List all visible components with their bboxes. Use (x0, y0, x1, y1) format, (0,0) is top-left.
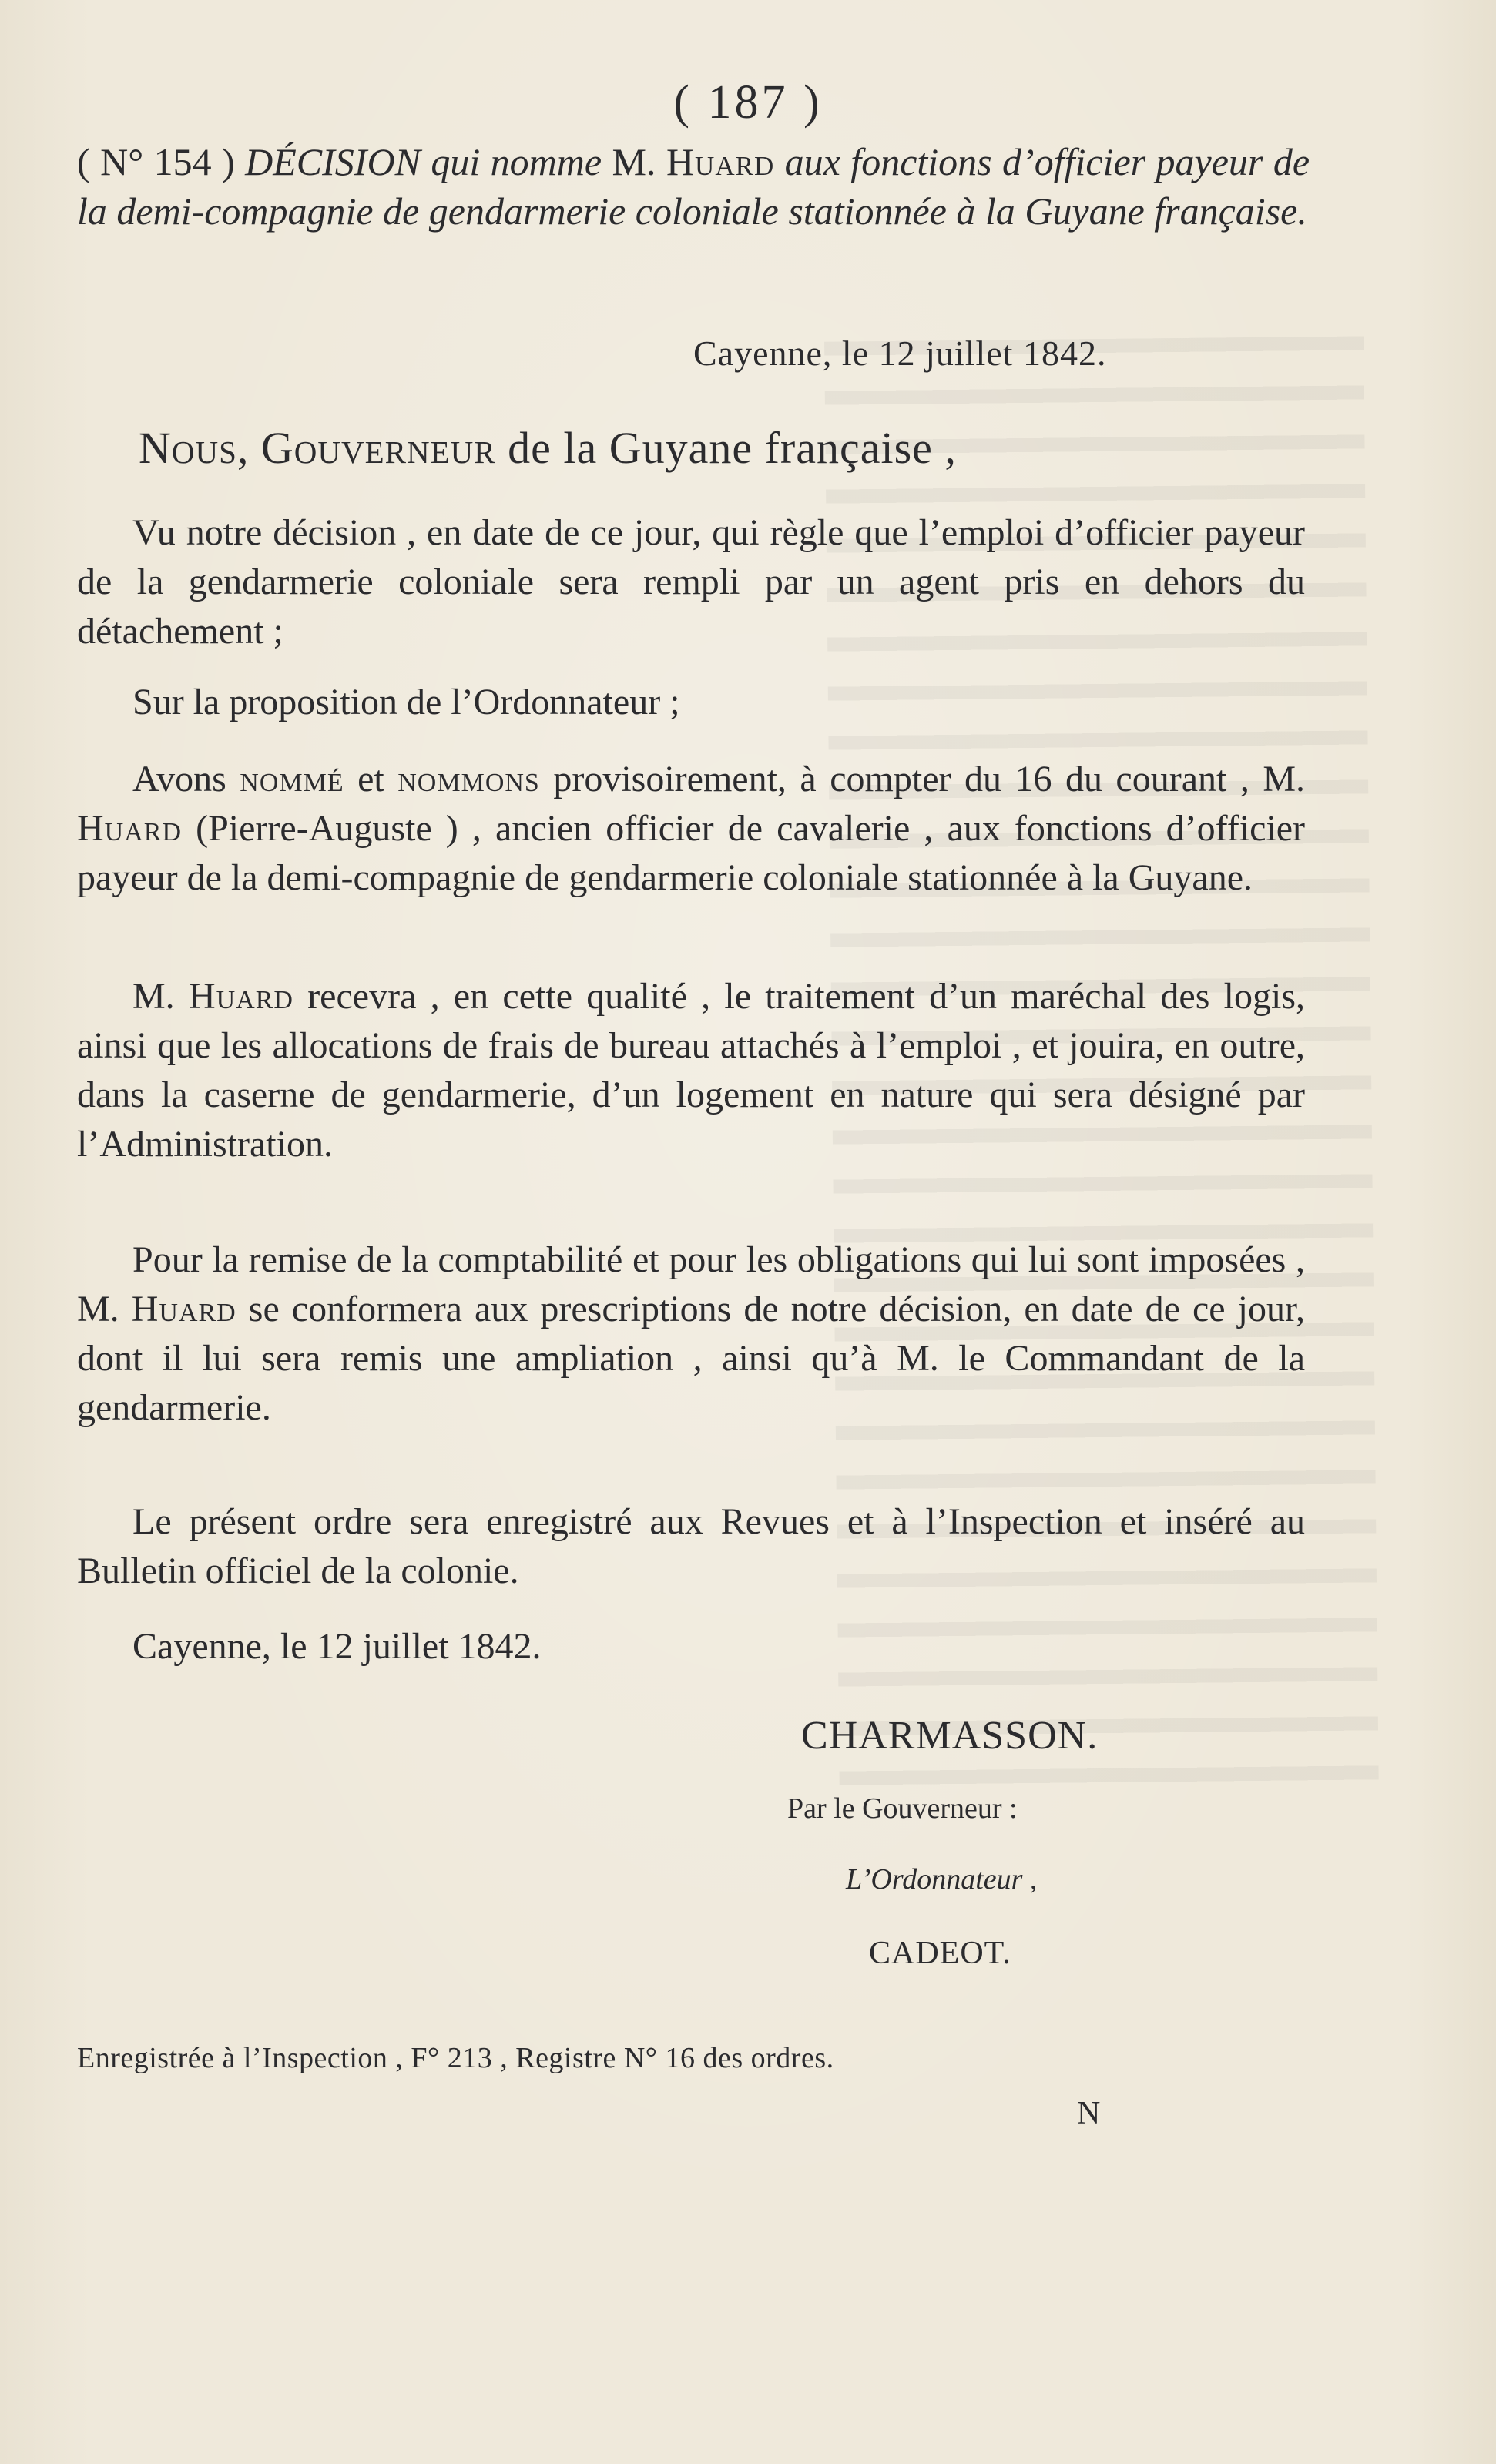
countersigner-name: CADEOT. (869, 1936, 1011, 1971)
paragraph-avons (77, 755, 1305, 903)
paragraph-sur: Sur la proposition de l’Ordonnateur ; (132, 682, 680, 722)
paragraph-remise-part1: Pour la remise de la comptabilité et pour les obligations qui lui sont imposées , M. (77, 1239, 1305, 1329)
title-name: Huard (666, 140, 775, 183)
decision-number: ( N° 154 ) (77, 140, 235, 183)
paragraph-avons-part4: (Pierre-Auguste ) , ancien officier de cavalerie , aux fonctions d’officier payeur de la demi-compagnie de gendarmerie coloniale stationnée à la Guyane. (77, 808, 1305, 898)
heading-rest: de la Guyane française , (495, 423, 957, 473)
paragraph-remise-part2: se conformera aux prescriptions de notre décision, en date de ce jour, dont il lui sera remis une ampliation , ainsi qu’à M. le Commandant de la gendarmerie. (77, 1289, 1305, 1428)
paragraph-recevra-part2: recevra , en cette qualité , le traitement d’un maréchal des logis, ainsi que les allocations de frais de bureau attachés à l’emploi , et jouira, en outre, dans la caserne de gendarmerie, d’un logement en nature qui sera désigné par l’Administration. (77, 976, 1306, 1165)
paragraph-avons-part3: provisoirement, à compter du 16 du courant , M. (539, 759, 1306, 800)
paragraph-recevra (77, 972, 1305, 1169)
paragraph-remise (77, 1235, 1305, 1433)
closing-date: Cayenne, le 12 juillet 1842. (132, 1626, 542, 1667)
paragraph-vu: Vu notre décision , en date de ce jour, qui règle que l’emploi d’officier payeur de la gendarmerie coloniale sera rempli par un agent pris en dehors du détachement ; (77, 512, 1305, 652)
ordonnateur-title: L’Ordonnateur , (846, 1863, 1038, 1896)
decision-word: DÉCISION (245, 140, 421, 183)
paragraph-avons-part2: et (344, 759, 398, 800)
paragraph-avons-sc1: nommé (240, 759, 344, 800)
title-name-prefix: M. (612, 140, 656, 183)
dateline: Cayenne, le 12 juillet 1842. (693, 334, 1107, 373)
par-le-gouverneur: Par le Gouverneur : (787, 1792, 1018, 1825)
paragraph-avons-part1: Avons (132, 759, 240, 800)
paragraph-avons-sc3: Huard (77, 808, 183, 849)
paragraph-recevra-sc1: Huard (188, 976, 293, 1017)
paragraph-recevra-part1: M. (132, 976, 189, 1017)
decision-title (77, 137, 1310, 236)
title-text-before-name: qui nomme (431, 140, 602, 183)
heading (139, 422, 957, 474)
heading-smallcaps: Nous, Gouverneur (139, 423, 496, 473)
paragraph-avons-sc2: nommons (397, 759, 540, 800)
page-number: ( 187 ) (673, 76, 823, 129)
signature-mark: N (1077, 2096, 1101, 2131)
signer-name: CHARMASSON. (801, 1714, 1099, 1758)
title-text-after-name: aux fonctions d’officier payeur de la demi-compagnie de gendarmerie coloniale stationnée à la Guyane française. (77, 140, 1310, 233)
registration-note: Enregistrée à l’Inspection , F° 213 , Registre N° 16 des ordres. (77, 2042, 834, 2074)
paragraph-present: Le présent ordre sera enregistré aux Revues et à l’Inspection et inséré au Bulletin officiel de la colonie. (77, 1501, 1305, 1591)
paragraph-remise-sc1: Huard (131, 1289, 236, 1329)
